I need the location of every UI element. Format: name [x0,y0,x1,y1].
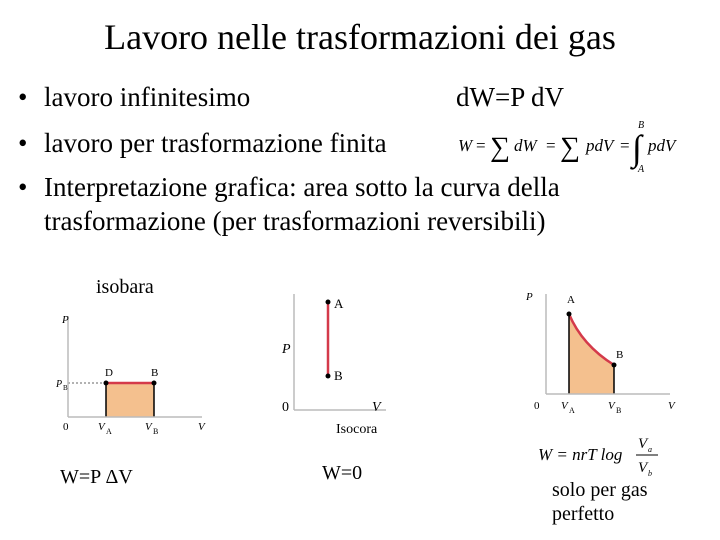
isothermal-formula [536,430,666,482]
isobaric-v-label: V [198,421,205,433]
isothermal-formula-lhs: W = nrT log [538,445,623,464]
formula-eq1: = [476,136,486,155]
bullet-infinitesimal-work: lavoro infinitesimo [44,82,251,112]
isobaric-pb-sub: B [63,384,68,392]
isobaric-va-sub: A [106,427,112,436]
isothermal-point-b [612,363,617,368]
isobaric-graph [52,306,222,442]
isothermal-v-label: V [668,400,675,412]
isobaric-work-area [106,383,154,417]
isochoric-a-label: A [334,296,344,311]
isothermal-note-line1: solo per gas [552,479,648,501]
formula-w: W [458,136,473,155]
isothermal-graph [520,288,690,416]
isobaric-p-label: P [62,314,69,326]
isothermal-point-a [567,312,572,317]
formula-dw: dW=P dV [456,82,564,112]
isobaric-caption: isobara [96,276,154,298]
formula-integrand: pdV [648,136,676,155]
bullet-graphic-interpretation-line2: trasformazione (per trasformazioni reversibili) [44,206,546,236]
isobaric-point-b [152,381,157,386]
isothermal-frac-den: V [638,460,648,476]
isothermal-note [552,478,648,526]
isothermal-note-line2: perfetto [552,503,615,525]
formula-sum2: ∑ [560,132,580,163]
formula-pdv-term: pdV [586,136,614,155]
isochoric-v-label: V [372,400,381,415]
formula-eq2: = [546,136,556,155]
isochoric-b-label: B [334,368,343,383]
isothermal-va-label: V [561,400,568,412]
isothermal-vb-label: V [608,400,615,412]
formula-eq3: = [620,136,630,155]
formula-finite-work [452,118,692,176]
isochoric-caption: Isocora [336,422,378,437]
isothermal-frac-num: V [638,436,648,452]
isochoric-point-b [326,374,331,379]
bullet-dot-3: • [18,172,28,202]
bullet-graphic-interpretation: Interpretazione grafica: area sotto la curva della [44,172,560,202]
isothermal-b-label: B [616,349,624,361]
isothermal-origin: 0 [534,400,540,412]
isobaric-d-label: D [105,367,113,379]
isothermal-a-label: A [567,294,575,306]
bullet-dot-2: • [18,128,28,158]
isobaric-origin: 0 [63,421,69,433]
integral-sign-icon: ∫ [632,128,642,168]
integral-lower-limit: A [638,164,645,175]
formula-dw-term: dW [514,136,537,155]
formula-sum1: ∑ [490,132,510,163]
isothermal-vb-sub: B [616,406,622,415]
isothermal-va-sub: A [569,406,575,415]
isobaric-point-d [104,381,109,386]
isothermal-frac-den-sub: b [648,469,652,478]
isochoric-work: W=0 [322,462,363,484]
isothermal-frac-num-sub: a [648,445,652,454]
isochoric-point-a [326,300,331,305]
bullet-finite-work: lavoro per trasformazione finita [44,128,387,158]
bullet-dot-1: • [18,82,28,112]
isochoric-p-label: P [282,342,291,357]
isobaric-vb-label: V [145,421,152,433]
isobaric-va-label: V [98,421,105,433]
slide-title: Lavoro nelle trasformazioni dei gas [104,17,616,57]
isobaric-work: W=P ΔV [60,466,133,488]
isobaric-b-label: B [151,367,159,379]
isothermal-p-label: P [526,291,533,303]
isobaric-pb-label: P [56,379,63,390]
integral-upper-limit: B [638,120,645,131]
isochoric-origin: 0 [282,400,289,415]
isochoric-graph [276,290,396,440]
isobaric-vb-sub: B [153,427,159,436]
